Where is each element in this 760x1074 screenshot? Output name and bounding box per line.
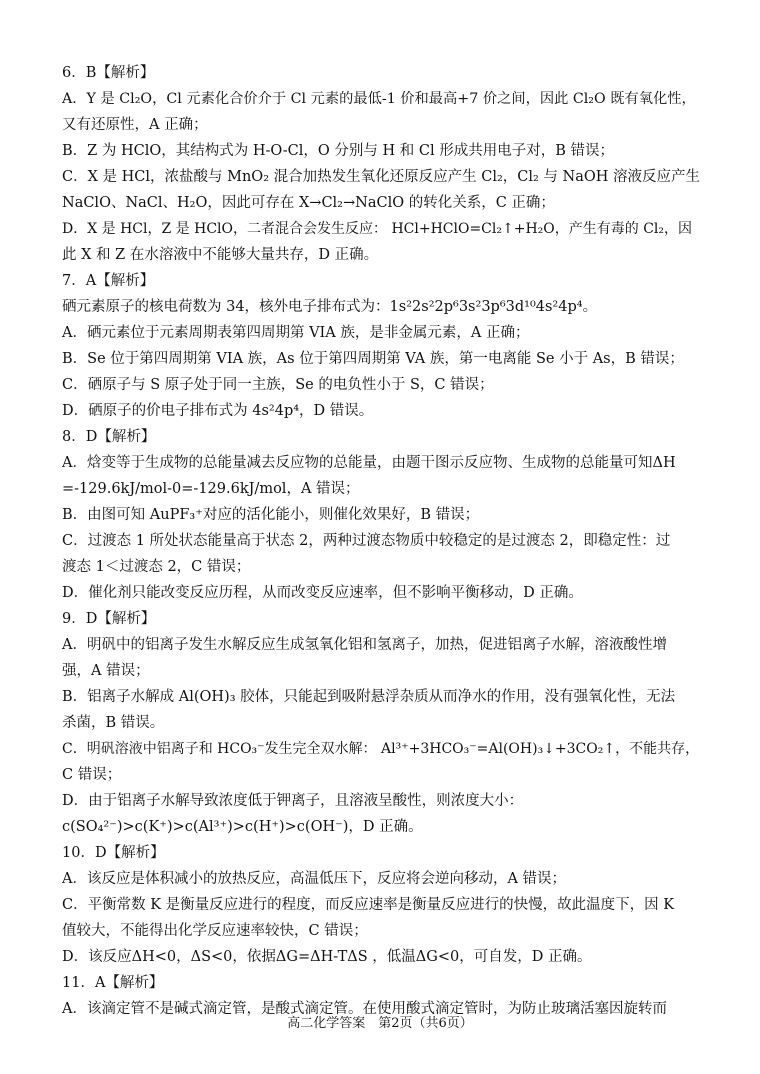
text-line: 9．D【解析】: [62, 611, 156, 627]
text-line: B．由图可知 AuPF₃⁺对应的活化能小，则催化效果好，B 错误；: [62, 507, 480, 523]
text-line: A．焓变等于生成物的总能量减去反应物的总能量，由题干图示反应物、生成物的总能量可知ΔH: [62, 455, 676, 471]
text-line: A．Y 是 Cl₂O，Cl 元素化合价介于 Cl 元素的最低-1 价和最高+7 价之间，因此 Cl₂O 既有氧化性，: [62, 91, 696, 107]
text-line: C．明矾溶液中铝离子和 HCO₃⁻发生完全双水解： Al³⁺+3HCO₃⁻=Al(OH)₃↓+3CO₂↑，不能共存，: [62, 741, 700, 757]
text-line: 8．D【解析】: [62, 429, 156, 445]
text-line: NaClO、NaCl、H₂O，因此可存在 X→Cl₂→NaClO 的转化关系，C 正确；: [62, 195, 555, 211]
text-line: 11．A【解析】: [62, 975, 164, 991]
text-line: 6．B【解析】: [62, 65, 155, 81]
text-line: 此 X 和 Z 在水溶液中不能够大量共存，D 正确。: [62, 247, 379, 263]
text-line: B．Z 为 HClO，其结构式为 H-O-Cl，O 分别与 H 和 Cl 形成共用电子对，B 错误；: [62, 143, 614, 159]
text-line: D．硒原子的价电子排布式为 4s²4p⁴，D 错误。: [62, 403, 374, 419]
text-line: A．明矾中的铝离子发生水解反应生成氢氧化铝和氢离子，加热，促进铝离子水解，溶液酸性增: [62, 637, 667, 653]
text-line: 10．D【解析】: [62, 845, 165, 861]
text-line: D．该反应ΔH<0，ΔS<0，依据ΔG=ΔH-TΔS ，低温ΔG<0，可自发，D 正确。: [62, 949, 592, 965]
text-line: B．铝离子水解成 Al(OH)₃ 胶体，只能起到吸附悬浮杂质从而净水的作用，没有强氧化性，无法: [62, 689, 676, 705]
text-line: A．该反应是体积减小的放热反应，高温低压下，反应将会逆向移动，A 错误；: [62, 871, 567, 887]
text-line: c(SO₄²⁻)>c(K⁺)>c(Al³⁺)>c(H⁺)>c(OH⁻)，D 正确。: [62, 819, 423, 835]
text-line: 硒元素原子的核电荷数为 34，核外电子排布式为：1s²2s²2p⁶3s²3p⁶3d¹⁰4s²4p⁴。: [62, 299, 598, 315]
text-line: 渡态 1＜过渡态 2，C 错误；: [62, 559, 251, 575]
text-line: 7．A【解析】: [62, 273, 155, 289]
text-line: C．X 是 HCl，浓盐酸与 MnO₂ 混合加热发生氧化还原反应产生 Cl₂，Cl₂ 与 NaOH 溶液反应产生: [62, 169, 701, 185]
text-line: D．催化剂只能改变反应历程，从而改变反应速率，但不影响平衡移动，D 正确。: [62, 585, 583, 601]
text-line: C．平衡常数 K 是衡量反应进行的程度，而反应速率是衡量反应进行的快慢，故此温度下，因 K: [62, 897, 675, 913]
page-footer: 高二化学答案 第2页（共6页）: [287, 1016, 473, 1031]
text-line: D．X 是 HCl，Z 是 HClO，二者混合会发生反应： HCl+HClO=Cl₂↑+H₂O，产生有毒的 Cl₂，因: [62, 221, 692, 237]
text-line: B．Se 位于第四周期第 VIA 族，As 位于第四周期第 VA 族，第一电离能 Se 小于 As，B 错误；: [62, 351, 684, 367]
text-line: A．该滴定管不是碱式滴定管，是酸式滴定管。在使用酸式滴定管时，为防止玻璃活塞因旋转而: [62, 1001, 667, 1017]
text-line: 又有还原性，A 正确；: [62, 117, 208, 133]
answer-content: [62, 60, 702, 1022]
text-line: C 错误；: [62, 767, 122, 783]
text-line: D．由于铝离子水解导致浓度低于钾离子，且溶液呈酸性，则浓度大小：: [62, 793, 524, 809]
text-line: =-129.6kJ/mol-0=-129.6kJ/mol，A 错误；: [62, 481, 360, 497]
text-line: A．硒元素位于元素周期表第四周期第 VIA 族，是非金属元素，A 正确；: [62, 325, 530, 341]
text-line: C．过渡态 1 所处状态能量高于状态 2，两种过渡态物质中较稳定的是过渡态 2，即稳定性：过: [62, 533, 671, 549]
text-line: 强，A 错误；: [62, 663, 150, 679]
text-line: 值较大，不能得出化学反应速率较快，C 错误；: [62, 923, 368, 939]
text-line: 杀菌，B 错误。: [62, 715, 165, 731]
text-line: C．硒原子与 S 原子处于同一主族，Se 的电负性小于 S，C 错误；: [62, 377, 494, 393]
